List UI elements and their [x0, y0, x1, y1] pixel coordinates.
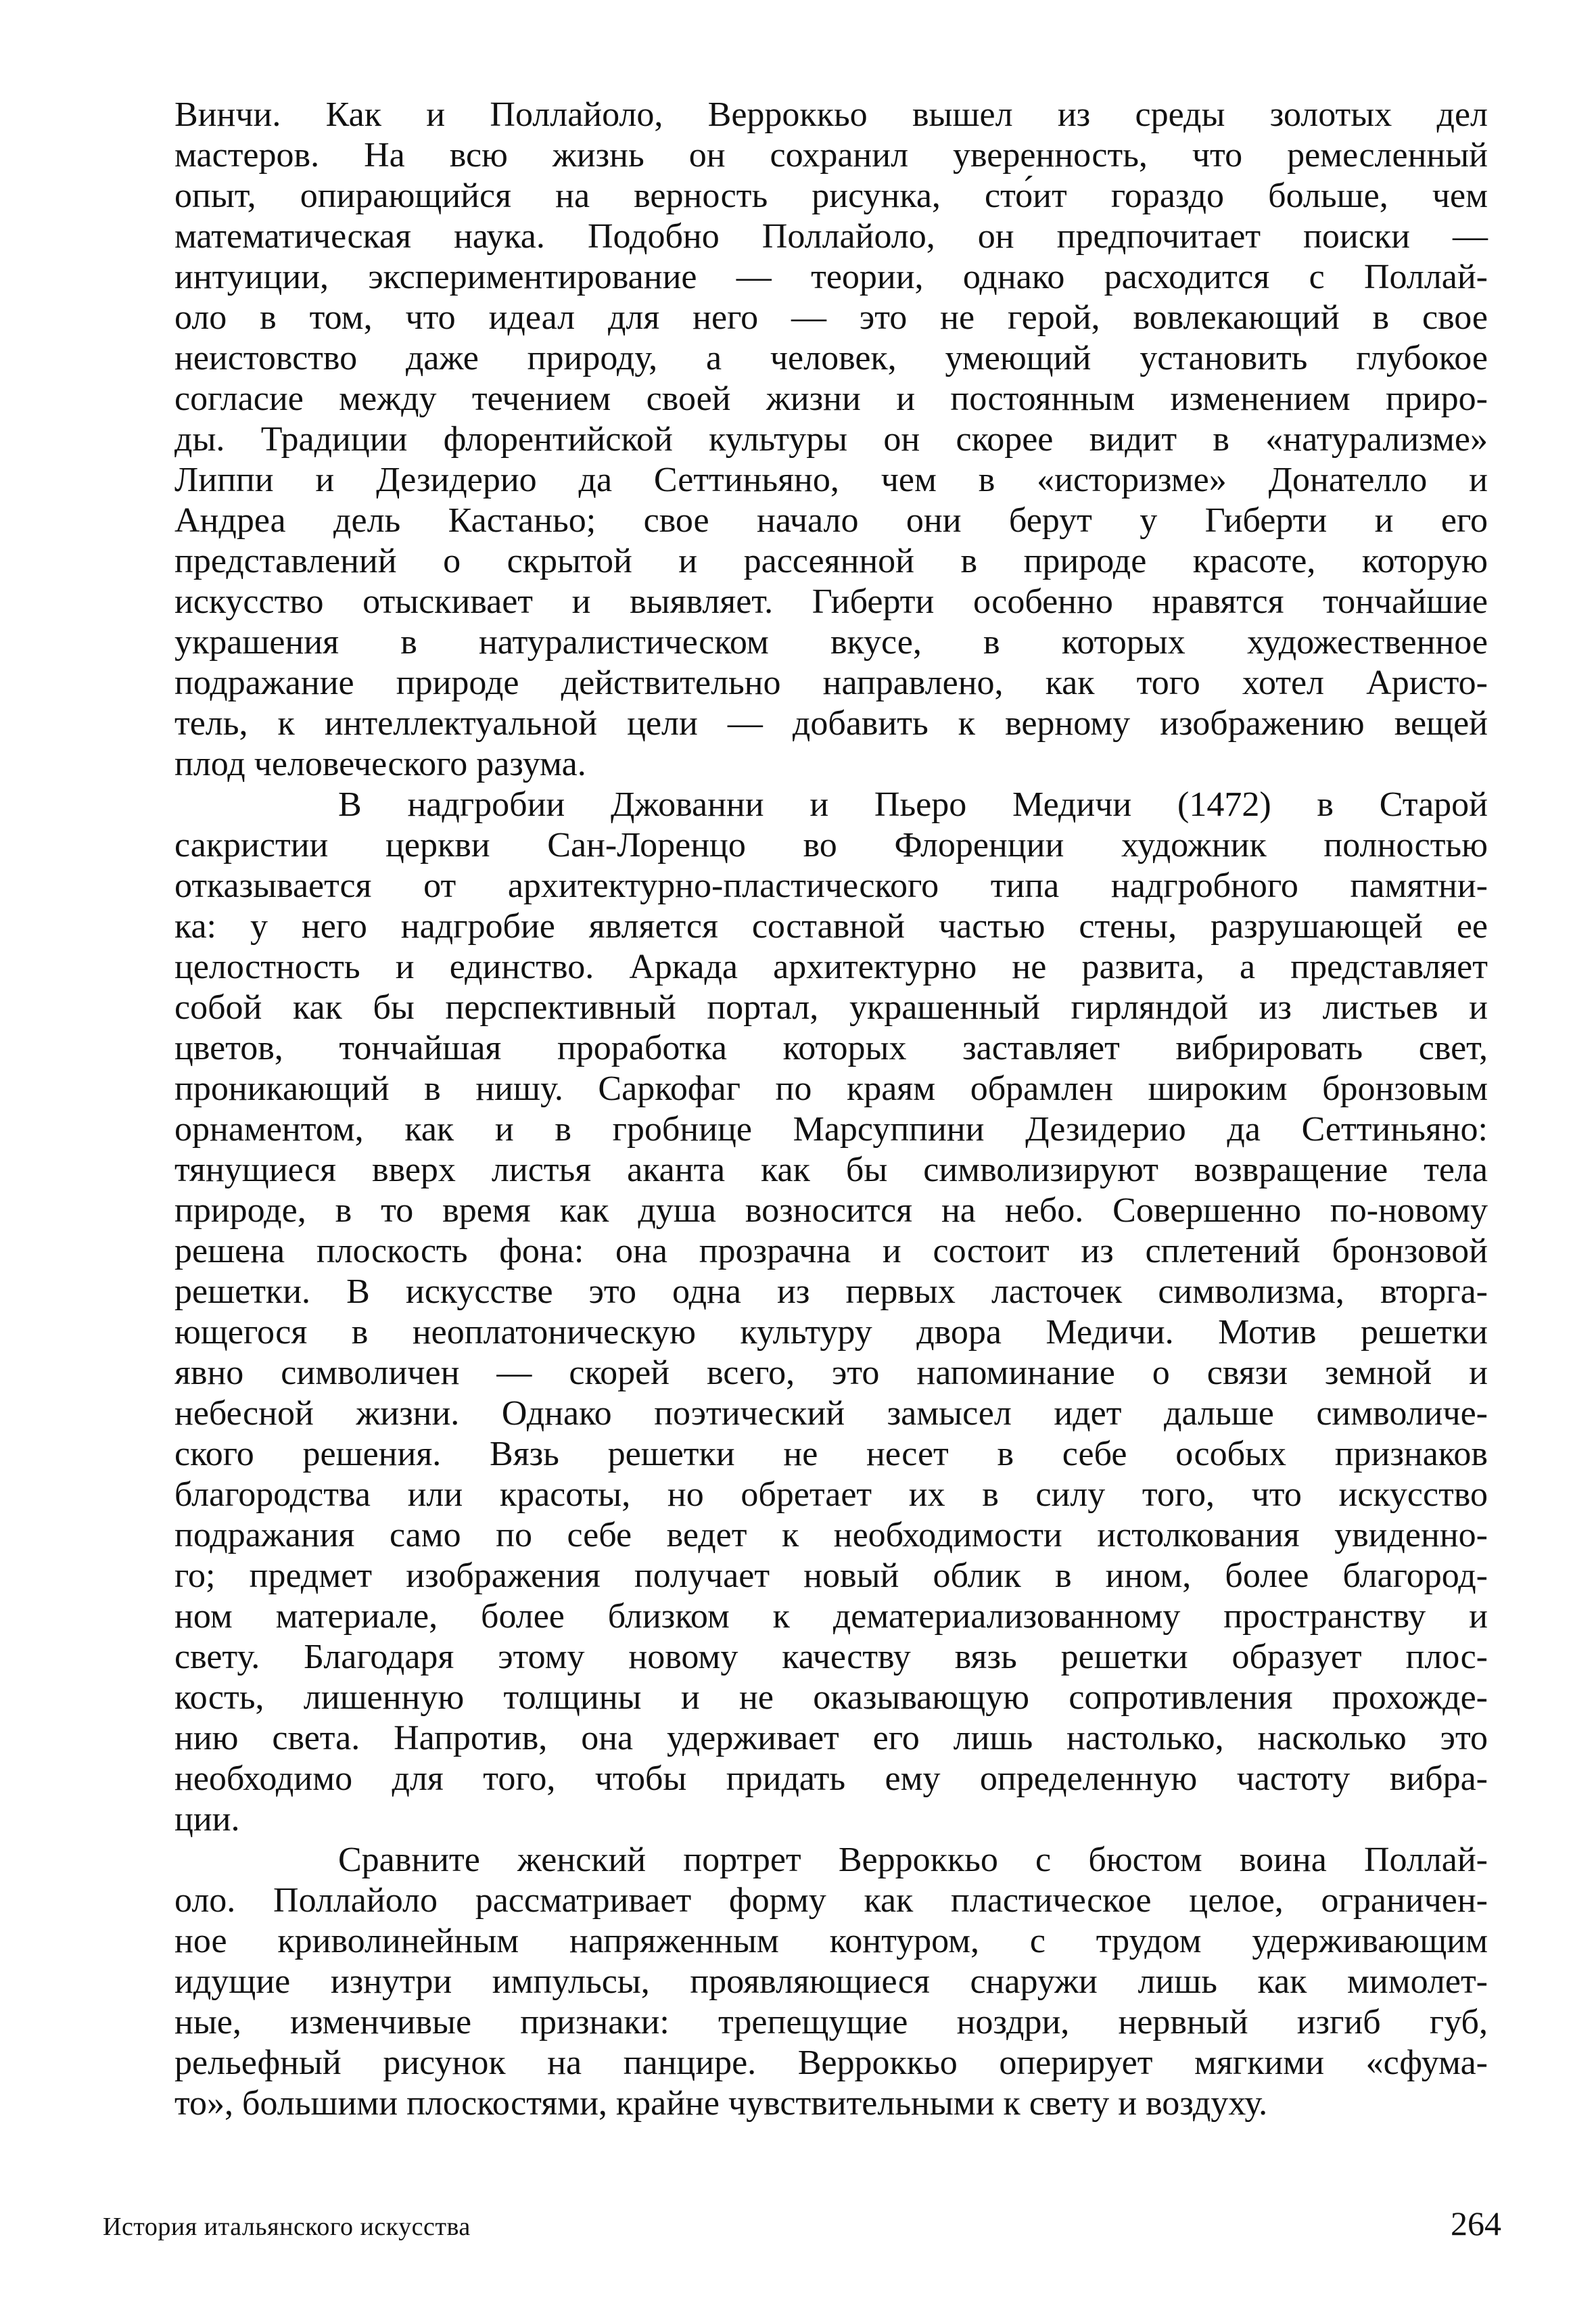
text-line: подражания само по себе ведет к необходимости истолкования увиденно-	[174, 1516, 1488, 1554]
text-line: явно символичен — скорей всего, это напоминание о связи земной и	[174, 1354, 1488, 1392]
text-line: оло. Поллайоло рассматривает форму как пластическое целое, ограничен-	[174, 1881, 1488, 1920]
text-line: В надгробии Джованни и Пьеро Медичи (1472) в Старой	[338, 785, 1488, 824]
text-line: ющегося в неоплатоническую культуру двора Медичи. Мотив решетки	[174, 1313, 1488, 1352]
text-line: ном материале, более близком к дематериализованному пространству и	[174, 1597, 1488, 1636]
text-line: необходимо для того, чтобы придать ему определенную частоту вибра-	[174, 1759, 1488, 1798]
text-line: неистовство даже природу, а человек, умеющий установить глубокое	[174, 339, 1488, 377]
text-line: опыт, опирающийся на верность рисунка, сто́ит гораздо больше, чем	[174, 177, 1488, 215]
text-line: тель, к интеллектуальной цели — добавить к верному изображению вещей	[174, 704, 1488, 743]
text-line: плод человеческого разума.	[174, 745, 586, 783]
text-line: собой как бы перспективный портал, украшенный гирляндой из листьев и	[174, 988, 1488, 1027]
text-line: целостность и единство. Аркада архитектурно не развита, а представляет	[174, 948, 1488, 986]
text-line: благородства или красоты, но обретает их в силу того, что искусство	[174, 1475, 1488, 1514]
text-line: представлений о скрытой и рассеянной в природе красоте, которую	[174, 542, 1488, 580]
text-line: отказывается от архитектурно-пластического типа надгробного памятни-	[174, 867, 1488, 905]
text-line: ды. Традиции флорентийской культуры он скорее видит в «натурализме»	[174, 420, 1488, 459]
text-line: идущие изнутри импульсы, проявляющиеся снаружи лишь как мимолет-	[174, 1962, 1488, 2001]
text-line: нию света. Напротив, она удерживает его лишь настолько, насколько это	[174, 1719, 1488, 1757]
paragraph	[174, 785, 1488, 1840]
text-line: искусство отыскивает и выявляет. Гиберти особенно нравятся тончайшие	[174, 582, 1488, 621]
body-text	[174, 95, 1488, 2124]
text-line: решетки. В искусстве это одна из первых ласточек символизма, вторга-	[174, 1272, 1488, 1311]
text-line: сакристии церкви Сан-Лоренцо во Флоренции художник полностью	[174, 826, 1488, 864]
text-line: Винчи. Как и Поллайоло, Верроккьо вышел из среды золотых дел	[174, 95, 1488, 134]
text-line: природе, в то время как душа возносится на небо. Совершенно по-новому	[174, 1191, 1488, 1230]
text-line: ции.	[174, 1800, 240, 1839]
text-line: согласие между течением своей жизни и постоянным изменением приро-	[174, 379, 1488, 418]
running-footer-title: История итальянского искусства	[103, 2213, 471, 2241]
text-line: подражание природе действительно направлено, как того хотел Аристо-	[174, 664, 1488, 702]
text-line: то», большими плоскостями, крайне чувствительными к свету и воздуху.	[174, 2084, 1268, 2123]
text-line: ное криволинейным напряженным контуром, с трудом удерживающим	[174, 1922, 1488, 1960]
text-line: решена плоскость фона: она прозрачна и состоит из сплетений бронзовой	[174, 1232, 1488, 1270]
text-line: интуиции, экспериментирование — теории, однако расходится с Поллай-	[174, 258, 1488, 296]
text-line: тянущиеся вверх листья аканта как бы символизируют возвращение тела	[174, 1151, 1488, 1189]
text-line: Сравните женский портрет Верроккьо с бюстом воина Поллай-	[338, 1841, 1488, 1879]
text-line: орнаментом, как и в гробнице Марсуппини Дезидерио да Сеттиньяно:	[174, 1110, 1488, 1149]
text-line: цветов, тончайшая проработка которых заставляет вибрировать свет,	[174, 1029, 1488, 1067]
text-line: рельефный рисунок на панцире. Верроккьо оперирует мягкими «сфума-	[174, 2044, 1488, 2082]
paragraph	[174, 95, 1488, 785]
text-line: свету. Благодаря этому новому качеству вязь решетки образует плос-	[174, 1638, 1488, 1676]
text-line: мастеров. На всю жизнь он сохранил уверенность, что ремесленный	[174, 136, 1488, 175]
text-line: ского решения. Вязь решетки не несет в себе особых признаков	[174, 1435, 1488, 1473]
text-line: ка: у него надгробие является составной частью стены, разрушающей ее	[174, 907, 1488, 946]
text-line: математическая наука. Подобно Поллайоло, он предпочитает поиски —	[174, 217, 1488, 256]
text-line: Андреа дель Кастаньо; свое начало они берут у Гиберти и его	[174, 501, 1488, 540]
text-line: оло в том, что идеал для него — это не герой, вовлекающий в свое	[174, 298, 1488, 337]
paragraph	[174, 1840, 1488, 2124]
text-line: го; предмет изображения получает новый облик в ином, более благород-	[174, 1556, 1488, 1595]
text-line: проникающий в нишу. Саркофаг по краям обрамлен широким бронзовым	[174, 1069, 1488, 1108]
text-line: украшения в натуралистическом вкусе, в которых художественное	[174, 623, 1488, 662]
text-line: Липпи и Дезидерио да Сеттиньяно, чем в «историзме» Донателло и	[174, 461, 1488, 499]
page-number: 264	[1451, 2205, 1501, 2242]
text-line: кость, лишенную толщины и не оказывающую сопротивления прохожде-	[174, 1678, 1488, 1717]
text-line: ные, изменчивые признаки: трепещущие ноздри, нервный изгиб губ,	[174, 2003, 1488, 2041]
text-line: небесной жизни. Однако поэтический замысел идет дальше символиче-	[174, 1394, 1488, 1433]
